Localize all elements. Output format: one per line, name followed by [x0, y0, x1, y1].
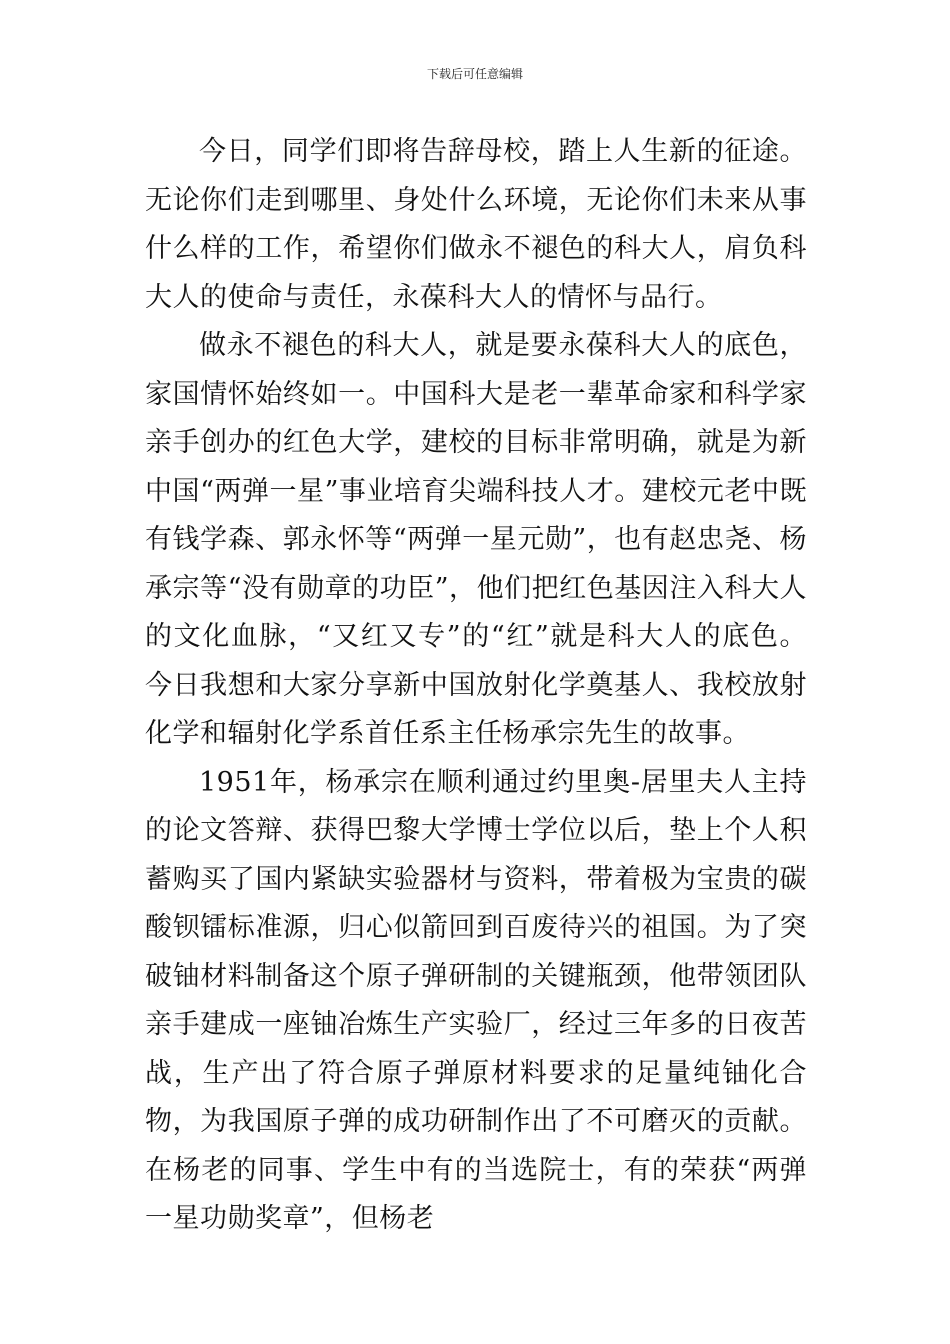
document-body [145, 128, 807, 1244]
paragraph-3: 1951年，杨承宗在顺利通过约里奥-居里夫人主持的论文答辩、获得巴黎大学博士学位以后，垫上个人积蓄购买了国内紧缺实验器材与资料，带着极为宝贵的碳酸钡镭标准源，归心似箭回到百废待兴的祖国。为了突破铀材料制备这个原子弹研制的关键瓶颈，他带领团队亲手建成一座铀冶炼生产实验厂，经过三年多的日夜苦战，生产出了符合原子弹原材料要求的足量纯铀化合物，为我国原子弹的成功研制作出了不可磨灭的贡献。在杨老的同事、学生中有的当选院士，有的荣获“两弹一星功勋奖章”，但杨老 [145, 766, 807, 1234]
paragraph-2: 做永不褪色的科大人，就是要永葆科大人的底色，家国情怀始终如一。中国科大是老一辈革命家和科学家亲手创办的红色大学，建校的目标非常明确，就是为新中国“两弹一星”事业培育尖端科技人才。建校元老中既有钱学森、郭永怀等“两弹一星元勋”，也有赵忠尧、杨承宗等“没有勋章的功臣”，他们把红色基因注入科大人的文化血脉，“又红又专”的“红”就是科大人的底色。今日我想和大家分享新中国放射化学奠基人、我校放射化学和辐射化学系首任系主任杨承宗先生的故事。 [145, 330, 807, 749]
paragraph-1: 今日，同学们即将告辞母校，踏上人生新的征途。无论你们走到哪里、身处什么环境，无论你们未来从事什么样的工作，希望你们做永不褪色的科大人，肩负科大人的使命与责任，永葆科大人的情怀与品行。 [145, 136, 807, 313]
page-header: 下载后可任意编辑 [426, 67, 523, 81]
